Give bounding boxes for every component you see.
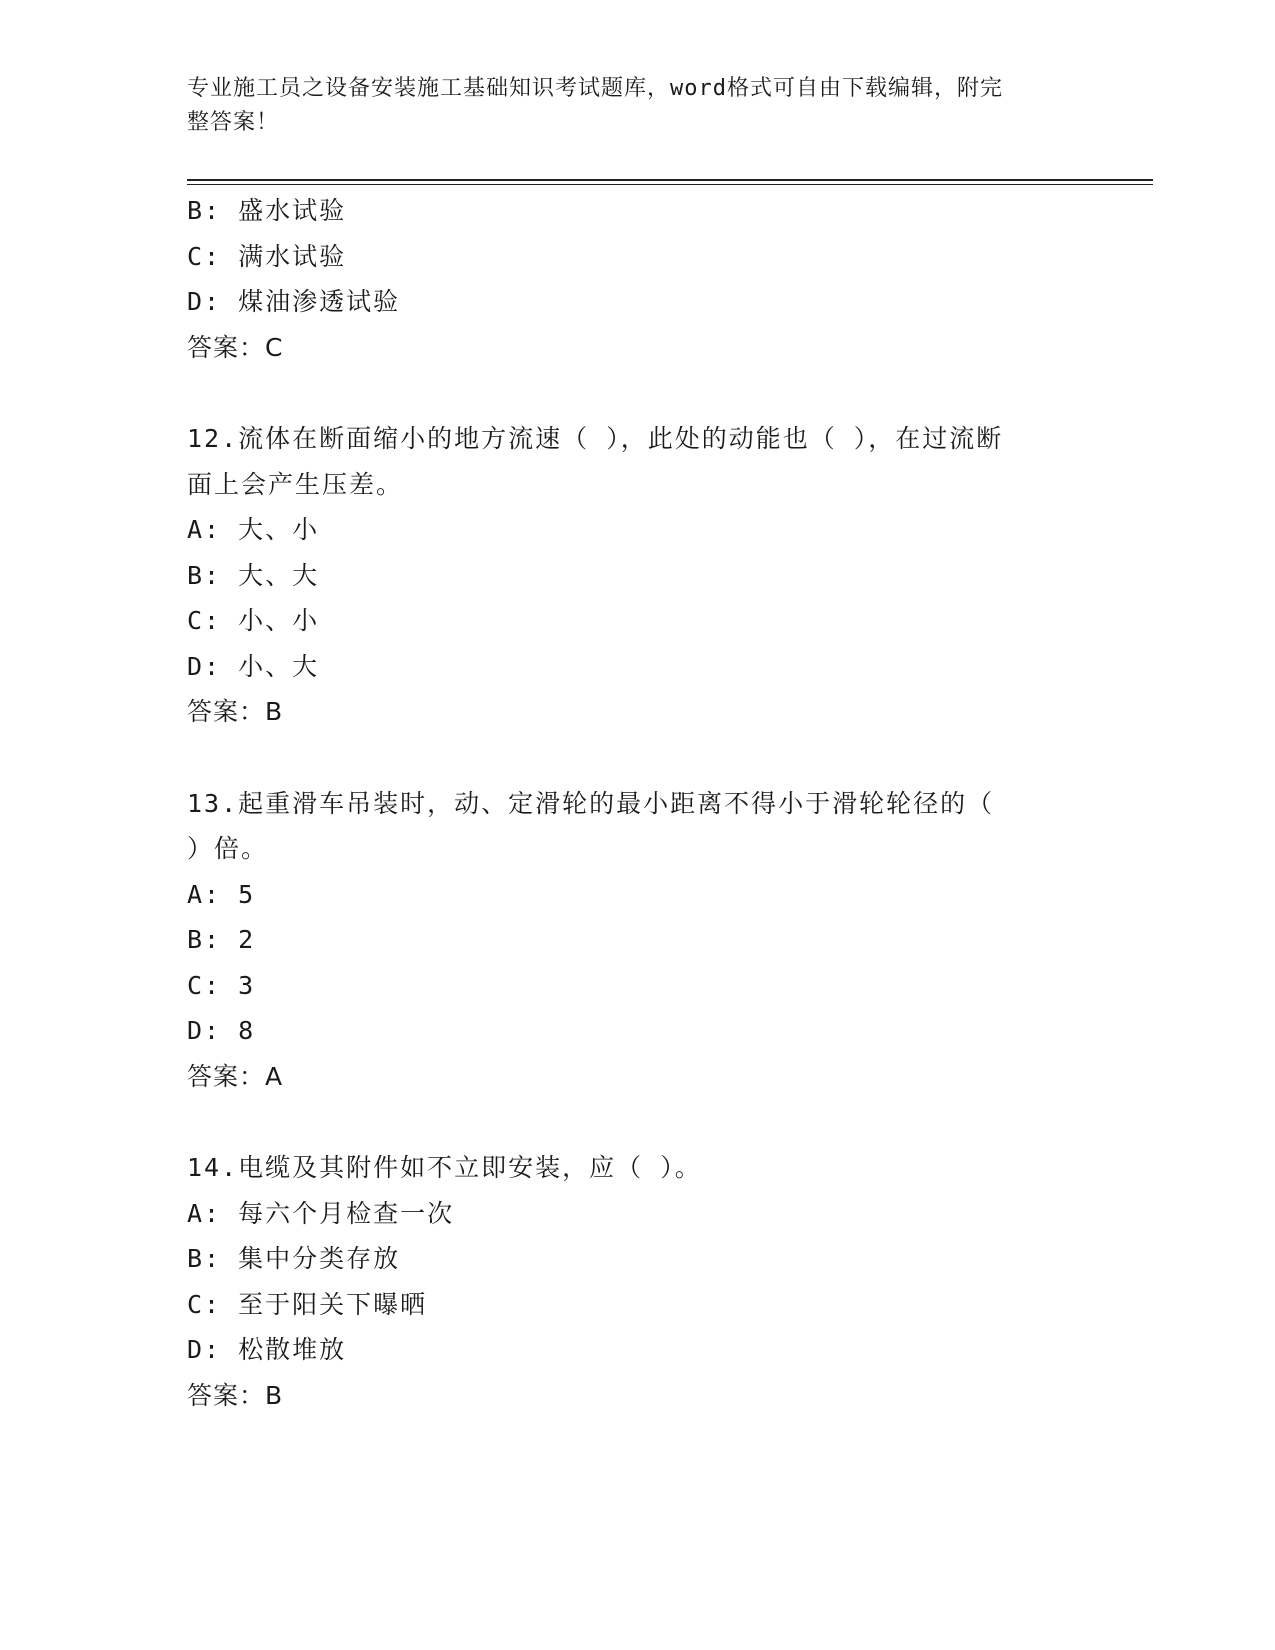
header-divider-thick <box>187 179 1153 181</box>
spacer <box>187 370 1087 416</box>
answer-line: 答案：A <box>187 1061 284 1091</box>
spacer <box>187 735 1087 781</box>
option-a: A: 大、小 <box>187 515 320 544</box>
answer-line: 答案：B <box>187 1380 284 1410</box>
document-header <box>187 72 1067 140</box>
option-d: D: 小、大 <box>187 651 320 681</box>
option-d: D: 松散堆放 <box>187 1335 347 1364</box>
question-13-block <box>187 781 1087 1100</box>
answer-line: 答案：B <box>187 697 284 726</box>
option-d: D: 8 <box>187 1016 256 1045</box>
option-b: B: 盛水试验 <box>187 196 347 225</box>
question-14-block <box>187 1145 1087 1418</box>
question-text-line-1: 14.电缆及其附件如不立即安装，应（ ）。 <box>187 1153 702 1182</box>
header-line-2: 整答案！ <box>187 110 280 135</box>
option-b: B: 2 <box>187 925 256 954</box>
option-c: C: 至于阳关下曝晒 <box>187 1289 428 1319</box>
option-c: C: 小、小 <box>187 606 320 635</box>
answer-line: 答案：C <box>187 332 284 362</box>
option-d: D: 煤油渗透试验 <box>187 287 401 316</box>
option-b: B: 大、大 <box>187 560 320 590</box>
option-b: B: 集中分类存放 <box>187 1244 401 1273</box>
option-c: C: 满水试验 <box>187 241 347 271</box>
question-12-block <box>187 416 1087 735</box>
option-a: A: 5 <box>187 879 256 909</box>
question-text-line-1: 12.流体在断面缩小的地方流速（ ），此处的动能也（ ），在过流断 <box>187 424 1004 453</box>
spacer <box>187 1099 1087 1145</box>
header-divider-thin <box>187 184 1153 185</box>
question-text-line-2: ）倍。 <box>187 834 269 863</box>
option-a: A: 每六个月检查一次 <box>187 1198 455 1228</box>
question-text-line-1: 13.起重滑车吊装时，动、定滑轮的最小距离不得小于滑轮轮径的（ <box>187 788 995 818</box>
header-line-1: 专业施工员之设备安装施工基础知识考试题库，word格式可自由下载编辑，附完 <box>187 76 1003 101</box>
question-11-block <box>187 188 1087 370</box>
option-c: C: 3 <box>187 970 256 1000</box>
question-text-line-2: 面上会产生压差。 <box>187 469 404 499</box>
question-content <box>187 188 1087 1418</box>
